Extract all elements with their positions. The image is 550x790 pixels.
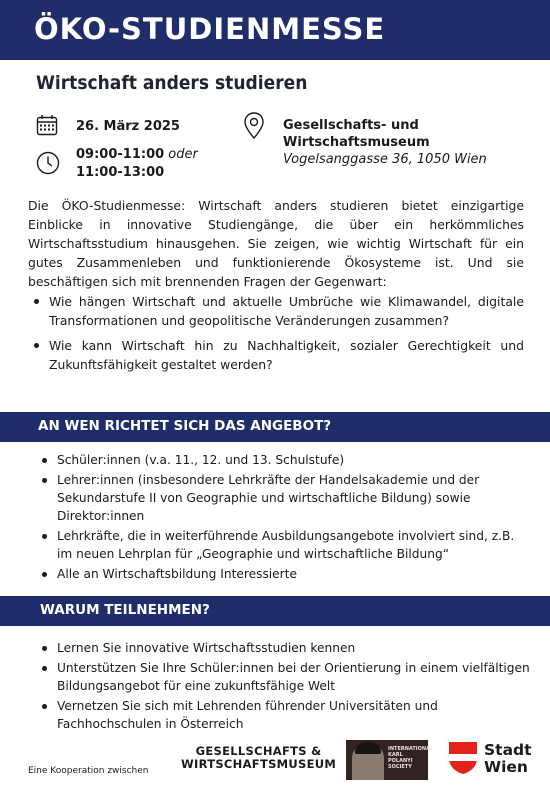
reasons-list: [42, 639, 532, 735]
event-time: [76, 146, 198, 182]
event-venue: [283, 117, 533, 168]
calendar-icon: [36, 114, 58, 136]
time-slot-1: 09:00-11:00: [76, 147, 165, 162]
venue-name-line2: Wirtschaftsmuseum: [283, 135, 430, 150]
audience-title: AN WEN RICHTET SICH DAS ANGEBOT?: [38, 418, 332, 434]
page-title: ÖKO-STUDIENMESSE: [34, 12, 386, 46]
portrait-hair: [355, 742, 381, 754]
society-line3: SOCIETY: [388, 764, 412, 770]
time-or: oder: [168, 147, 198, 162]
question-item: Wie hängen Wirtschaft und aktuelle Umbrüche wie Klimawandel, digitale Transformationen und geopolitische Veränderungen zusammen?: [34, 292, 524, 330]
intro-paragraph: Die ÖKO-Studienmesse: Wirtschaft anders studieren bietet einzigartige Einblicke in innovative Studiengänge, die über ein herkömmliches Wirtschaftsstudium hinausgehen. Sie zeigen, wie wichtig Wirtschaft für ein gutes Zusammenleben und funktionierende Ökosysteme ist. Und sie beschäftigen sich mit brennenden Fragen der Gegenwart:: [28, 198, 524, 289]
society-logo-text: [388, 746, 434, 770]
society-line2: KARL POLANYI: [388, 752, 413, 764]
stadt-wien-logo: [484, 742, 532, 776]
audience-item: Lehrkräfte, die in weiterführende Ausbildungsangebote involviert sind, z.B. im neuen Lehrplan für „Geographie und wirtschaftliche Bildung“: [42, 527, 532, 563]
museum-logo-line1: GESELLSCHAFTS &: [195, 744, 322, 758]
page-subtitle: Wirtschaft anders studieren: [36, 72, 308, 94]
reasons-title: WARUM TEILNEHMEN?: [40, 602, 210, 618]
reasons-section-header: [0, 596, 550, 626]
wien-shield-icon: [448, 741, 478, 775]
question-list: [34, 292, 524, 380]
audience-item: Schüler:innen (v.a. 11., 12. und 13. Schulstufe): [42, 451, 532, 469]
venue-address: Vogelsanggasse 36, 1050 Wien: [283, 152, 487, 167]
stadt-line2: Wien: [484, 758, 528, 776]
museum-logo-line2: WIRTSCHAFTSMUSEUM: [181, 757, 337, 771]
title-banner: [0, 0, 550, 60]
reason-item: Unterstützen Sie Ihre Schüler:innen bei der Orientierung in einem vielfältigen Bildungsangebot für eine zukunftsfähige Welt: [42, 659, 532, 695]
question-item: Wie kann Wirtschaft hin zu Nachhaltigkeit, sozialer Gerechtigkeit und Zukunftsfähigkeit gestaltet werden?: [34, 336, 524, 374]
reason-item: Lernen Sie innovative Wirtschaftsstudien kennen: [42, 639, 532, 657]
society-line1: INTERNATIONAL: [388, 746, 434, 752]
reason-item: Vernetzen Sie sich mit Lehrenden führender Universitäten und Fachhochschulen in Österreich: [42, 697, 532, 733]
time-slot-2: 11:00-13:00: [76, 165, 165, 180]
clock-icon: [36, 151, 60, 175]
museum-logo: [181, 745, 336, 771]
polanyi-society-logo: [346, 740, 434, 780]
venue-name-line1: Gesellschafts- und: [283, 118, 419, 133]
location-pin-icon: [242, 111, 266, 141]
audience-item: Lehrer:innen (insbesondere Lehrkräfte der Handelsakademie und der Sekundarstufe II von Geographie und wirtschaftliche Bildung) sowie Direktor:innen: [42, 471, 532, 525]
audience-item: Alle an Wirtschaftsbildung Interessierte: [42, 565, 532, 583]
audience-section-header: [0, 412, 550, 442]
audience-list: [42, 451, 532, 585]
event-date: 26. März 2025: [76, 119, 180, 134]
stadt-line1: Stadt: [484, 741, 532, 759]
cooperation-label: Eine Kooperation zwischen: [28, 766, 149, 776]
